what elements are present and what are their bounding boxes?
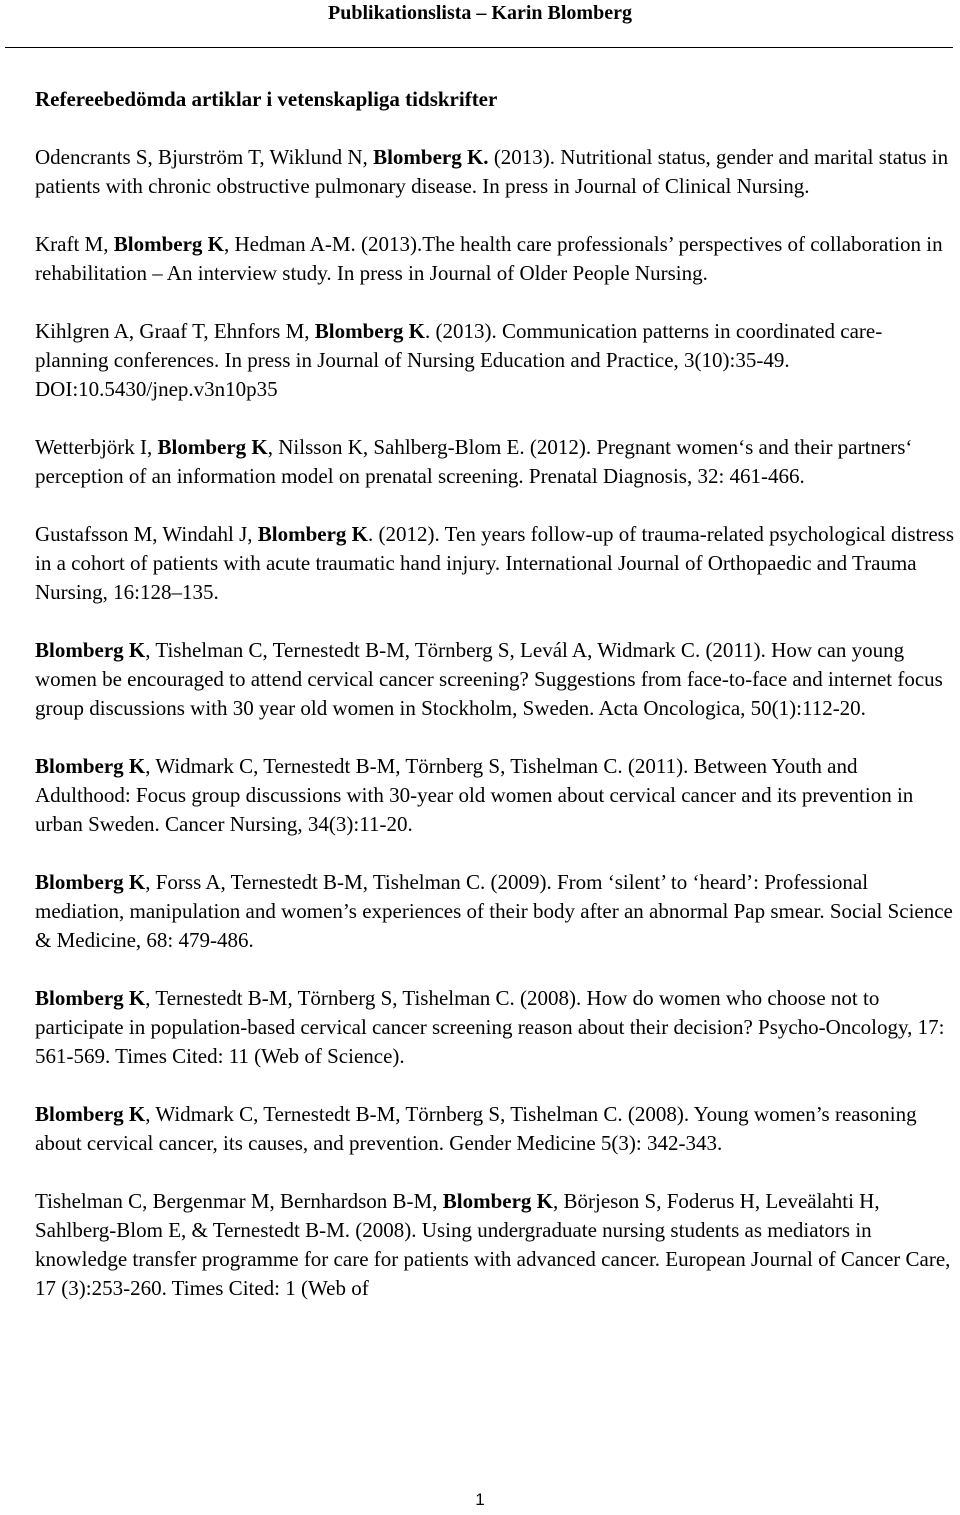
publication-entry: Kihlgren A, Graaf T, Ehnfors M, Blomberg K. (2013). Communication patterns in coordinated care-planning conferences. In press in Journal of Nursing Education and Practice, 3(10):35-49. DOI:10.5430/jnep.v3n10p35 [35, 319, 883, 401]
author-highlight: Blomberg K [113, 232, 224, 256]
publication-entry: Blomberg K, Tishelman C, Ternestedt B-M, Törnberg S, Levál A, Widmark C. (2011). How can young women be encouraged to attend cervical cancer screening? Suggestions from face-to-face and internet focus group discussions with 30 year old women in Stockholm, Sweden. Acta Oncologica, 50(1):112-20. [35, 638, 943, 720]
author-highlight: Blomberg K. [373, 145, 489, 169]
publication-entry: Blomberg K, Ternestedt B-M, Törnberg S, Tishelman C. (2008). How do women who choose not to participate in population-based cervical cancer screening reason about their decision? Psycho-Oncology, 17: 561-569. Times Cited: 11 (Web of Science). [35, 986, 945, 1068]
author-highlight: Blomberg K [157, 435, 268, 459]
section-heading: Refereebedömda artiklar i vetenskapliga tidskrifter [35, 87, 498, 111]
publication-entry: Gustafsson M, Windahl J, Blomberg K. (2012). Ten years follow-up of trauma-related psychological distress in a cohort of patients with acute traumatic hand injury. International Journal of Orthopaedic and Trauma Nursing, 16:128–135. [35, 522, 955, 604]
author-highlight: Blomberg K [35, 986, 146, 1010]
publication-entry: Blomberg K, Widmark C, Ternestedt B-M, Törnberg S, Tishelman C. (2008). Young women’s reasoning about cervical cancer, its causes, and prevention. Gender Medicine 5(3): 342-343. [35, 1102, 917, 1155]
author-highlight: Blomberg K [314, 319, 425, 343]
author-highlight: Blomberg K [35, 638, 146, 662]
author-highlight: Blomberg K [35, 1102, 146, 1126]
author-highlight: Blomberg K [442, 1189, 553, 1213]
publication-list [35, 143, 955, 1332]
page-number: 1 [475, 1490, 485, 1509]
publication-entry: Blomberg K, Forss A, Ternestedt B-M, Tishelman C. (2009). From ‘silent’ to ‘heard’: Professional mediation, manipulation and women’s experiences of their body after an abnormal Pap smear. Social Science & Medicine, 68: 479-486. [35, 870, 953, 952]
author-highlight: Blomberg K [35, 754, 146, 778]
author-highlight: Blomberg K [257, 522, 369, 546]
publication-entry: Kraft M, Blomberg K, Hedman A-M. (2013).The health care professionals’ perspectives of collaboration in rehabilitation – An interview study. In press in Journal of Older People Nursing. [35, 232, 943, 285]
header-rule [5, 47, 953, 48]
page-header-title: Publikationslista – Karin Blomberg [328, 2, 632, 24]
publication-entry: Wetterbjörk I, Blomberg K, Nilsson K, Sahlberg-Blom E. (2012). Pregnant women‘s and their partners‘ perception of an information model on prenatal screening. Prenatal Diagnosis, 32: 461-466. [35, 435, 913, 488]
publication-entry: Tishelman C, Bergenmar M, Bernhardson B-M, Blomberg K, Börjeson S, Foderus H, Leveälahti H, Sahlberg-Blom E, & Ternestedt B-M. (2008). Using undergraduate nursing students as mediators in knowledge transfer programme for care for patients with advanced cancer. European Journal of Cancer Care, 17 (3):253-260. Times Cited: 1 (Web of [35, 1189, 951, 1300]
publication-entry: Blomberg K, Widmark C, Ternestedt B-M, Törnberg S, Tishelman C. (2011). Between Youth and Adulthood: Focus group discussions with 30-year old women about cervical cancer and its prevention in urban Sweden. Cancer Nursing, 34(3):11-20. [35, 754, 914, 836]
author-highlight: Blomberg K [35, 870, 146, 894]
publication-entry: Odencrants S, Bjurström T, Wiklund N, Blomberg K. (2013). Nutritional status, gender and marital status in patients with chronic obstructive pulmonary disease. In press in Journal of Clinical Nursing. [35, 145, 949, 198]
